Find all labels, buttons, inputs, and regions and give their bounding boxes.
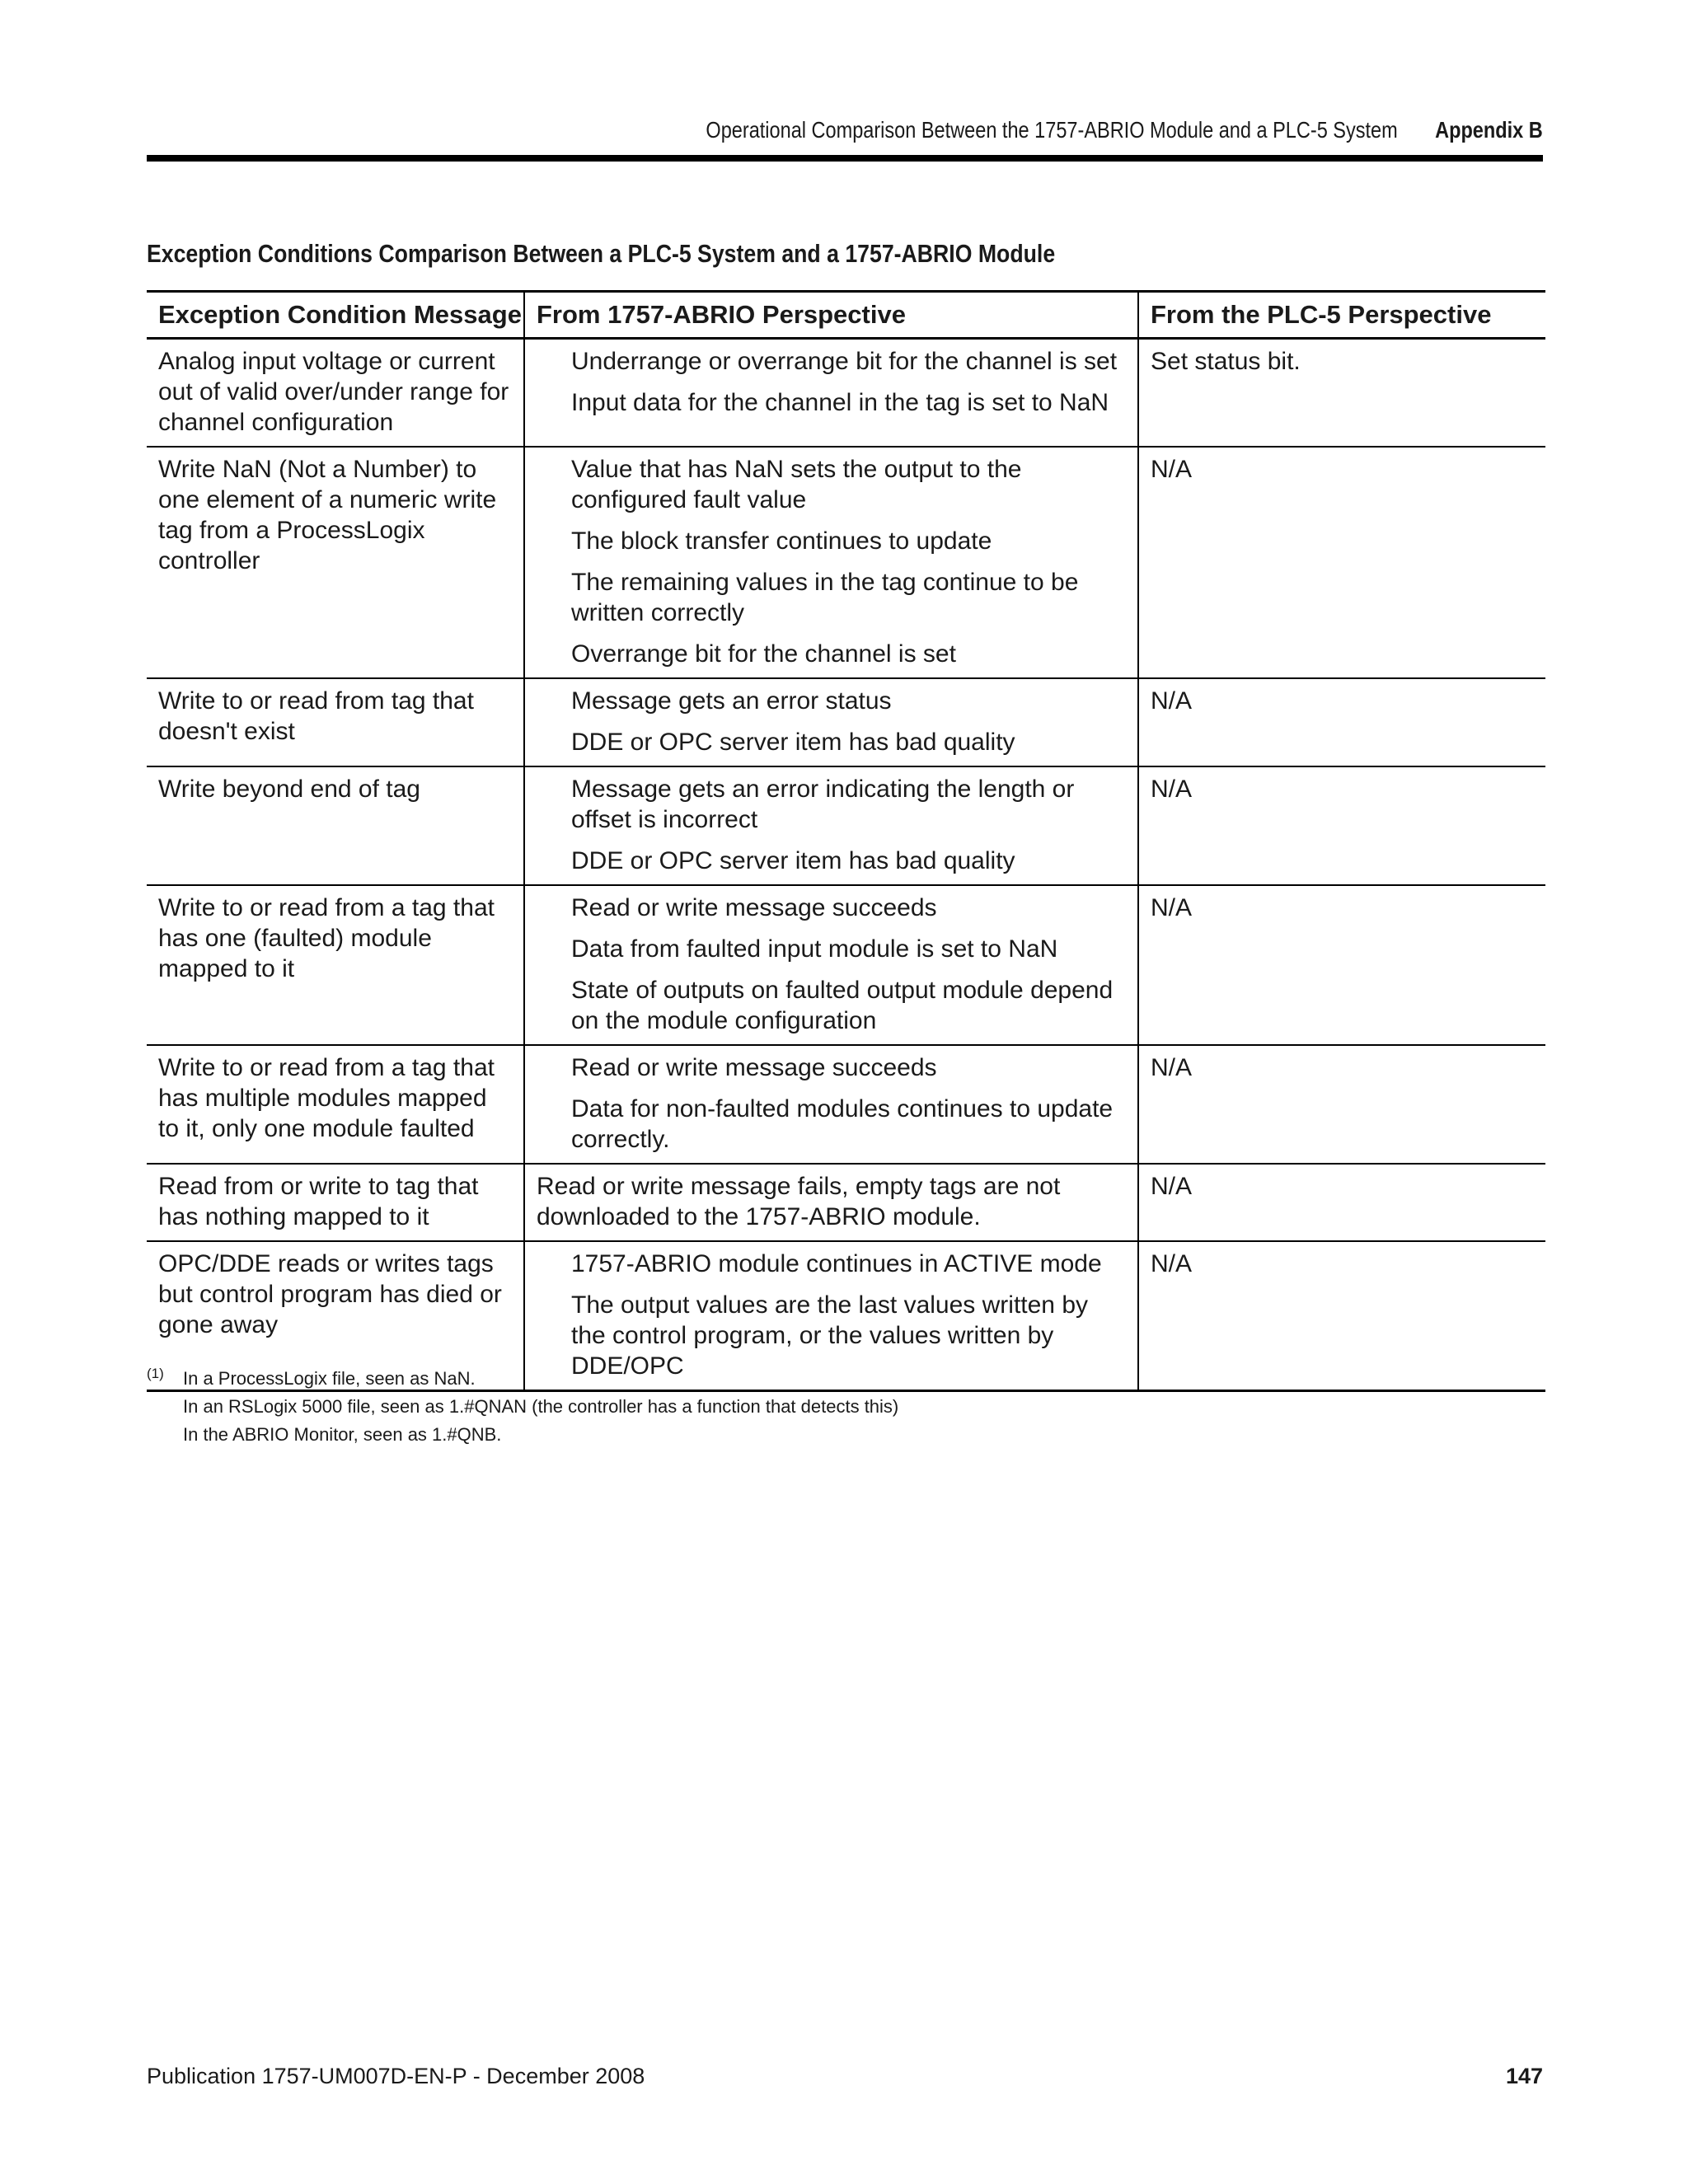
table-title: Exception Conditions Comparison Between a PLC-5 System and a 1757-ABRIO Module [147, 239, 1056, 268]
abrio-perspective-cell [524, 885, 1138, 1045]
abrio-item: The block transfer continues to update [571, 527, 992, 555]
condition-text: Read from or write to tag that has nothing mapped to it [158, 1173, 479, 1230]
plc5-perspective-cell [1138, 678, 1545, 766]
header-rule [147, 155, 1543, 162]
column-header-condition: Exception Condition Message [158, 300, 522, 329]
plc5-perspective-cell [1138, 447, 1545, 678]
condition-cell [147, 885, 524, 1045]
table-row [147, 339, 1545, 448]
abrio-item: Input data for the channel in the tag is set to NaN [571, 389, 1109, 416]
plc5-text: N/A [1151, 1250, 1193, 1277]
table-row [147, 766, 1545, 885]
table-row [147, 885, 1545, 1045]
abrio-item: DDE or OPC server item has bad quality [571, 729, 1015, 756]
abrio-item: Message gets an error indicating the length or offset is incorrect [571, 776, 1075, 833]
abrio-perspective-cell [524, 1045, 1138, 1164]
running-title: Operational Comparison Between the 1757-ABRIO Module and a PLC-5 System [706, 117, 1398, 143]
table-row [147, 678, 1545, 766]
plc5-perspective-cell [1138, 1045, 1545, 1164]
condition-text: OPC/DDE reads or writes tags but control program has died or gone away [158, 1250, 502, 1338]
abrio-perspective-cell [524, 339, 1138, 448]
abrio-item: Overrange bit for the channel is set [571, 640, 956, 668]
abrio-item: Read or write message succeeds [571, 1054, 937, 1081]
condition-text: Write to or read from tag that doesn't exist [158, 687, 474, 745]
footnote-line: In an RSLogix 5000 file, seen as 1.#QNAN (the controller has a function that detects this) [183, 1396, 899, 1417]
abrio-item: Read or write message succeeds [571, 894, 937, 921]
condition-text: Write beyond end of tag [158, 776, 420, 803]
plc5-text: N/A [1151, 894, 1193, 921]
abrio-item: State of outputs on faulted output module depend on the module configuration [571, 977, 1114, 1034]
abrio-item: Underrange or overrange bit for the channel is set [571, 348, 1118, 375]
abrio-item: 1757-ABRIO module continues in ACTIVE mode [571, 1250, 1102, 1277]
publication-info: Publication 1757-UM007D-EN-P - December 2008 [147, 2064, 645, 2088]
abrio-perspective-cell [524, 766, 1138, 885]
plc5-perspective-cell [1138, 885, 1545, 1045]
condition-text: Write NaN (Not a Number) to one element of a numeric write tag from a ProcessLogix controller [158, 456, 497, 574]
condition-text: Write to or read from a tag that has one (faulted) module mapped to it [158, 894, 495, 982]
exception-table-container [147, 290, 1545, 1392]
condition-cell [147, 339, 524, 448]
table-row [147, 1164, 1545, 1241]
footnote-lines [183, 1365, 898, 1449]
table-row [147, 447, 1545, 678]
condition-cell [147, 447, 524, 678]
condition-text: Analog input voltage or current out of valid over/under range for channel configuration [158, 348, 509, 436]
plc5-perspective-cell [1138, 1241, 1545, 1391]
abrio-text: Read or write message fails, empty tags are not downloaded to the 1757-ABRIO module. [537, 1173, 1061, 1230]
plc5-text: N/A [1151, 687, 1193, 715]
abrio-perspective-cell [524, 1164, 1138, 1241]
footnote-line: In the ABRIO Monitor, seen as 1.#QNB. [183, 1424, 502, 1445]
abrio-item: DDE or OPC server item has bad quality [571, 847, 1015, 874]
running-header [706, 117, 1543, 143]
plc5-text: Set status bit. [1151, 348, 1301, 375]
condition-cell [147, 1045, 524, 1164]
table-header-row [147, 292, 1545, 339]
condition-cell [147, 678, 524, 766]
plc5-text: N/A [1151, 1173, 1193, 1200]
column-header-plc5: From the PLC-5 Perspective [1138, 292, 1545, 339]
appendix-label: Appendix B [1435, 117, 1543, 143]
plc5-perspective-cell [1138, 766, 1545, 885]
exception-conditions-table [147, 290, 1545, 1392]
plc5-text: N/A [1151, 1054, 1193, 1081]
abrio-item: Message gets an error status [571, 687, 892, 715]
abrio-item: Data from faulted input module is set to NaN [571, 935, 1058, 963]
page-number: 147 [1505, 2064, 1543, 2088]
abrio-item: The remaining values in the tag continue to be written correctly [571, 569, 1079, 626]
table-row [147, 1045, 1545, 1164]
column-header-abrio: From 1757-ABRIO Perspective [524, 292, 1138, 339]
condition-cell [147, 1164, 524, 1241]
footnote [147, 1365, 898, 1449]
abrio-item: Value that has NaN sets the output to the configured fault value [571, 456, 1022, 513]
abrio-item: The output values are the last values written by the control program, or the values written by DDE/OPC [571, 1291, 1089, 1380]
footnote-line: In a ProcessLogix file, seen as NaN. [183, 1368, 476, 1389]
abrio-perspective-cell [524, 447, 1138, 678]
footnote-marker: (1) [147, 1366, 164, 1381]
plc5-text: N/A [1151, 776, 1193, 803]
abrio-perspective-cell [524, 678, 1138, 766]
abrio-item: Data for non-faulted modules continues to update correctly. [571, 1095, 1114, 1153]
plc5-perspective-cell [1138, 1164, 1545, 1241]
plc5-perspective-cell [1138, 339, 1545, 448]
condition-cell [147, 766, 524, 885]
condition-text: Write to or read from a tag that has multiple modules mapped to it, only one module faulted [158, 1054, 495, 1142]
plc5-text: N/A [1151, 456, 1193, 483]
